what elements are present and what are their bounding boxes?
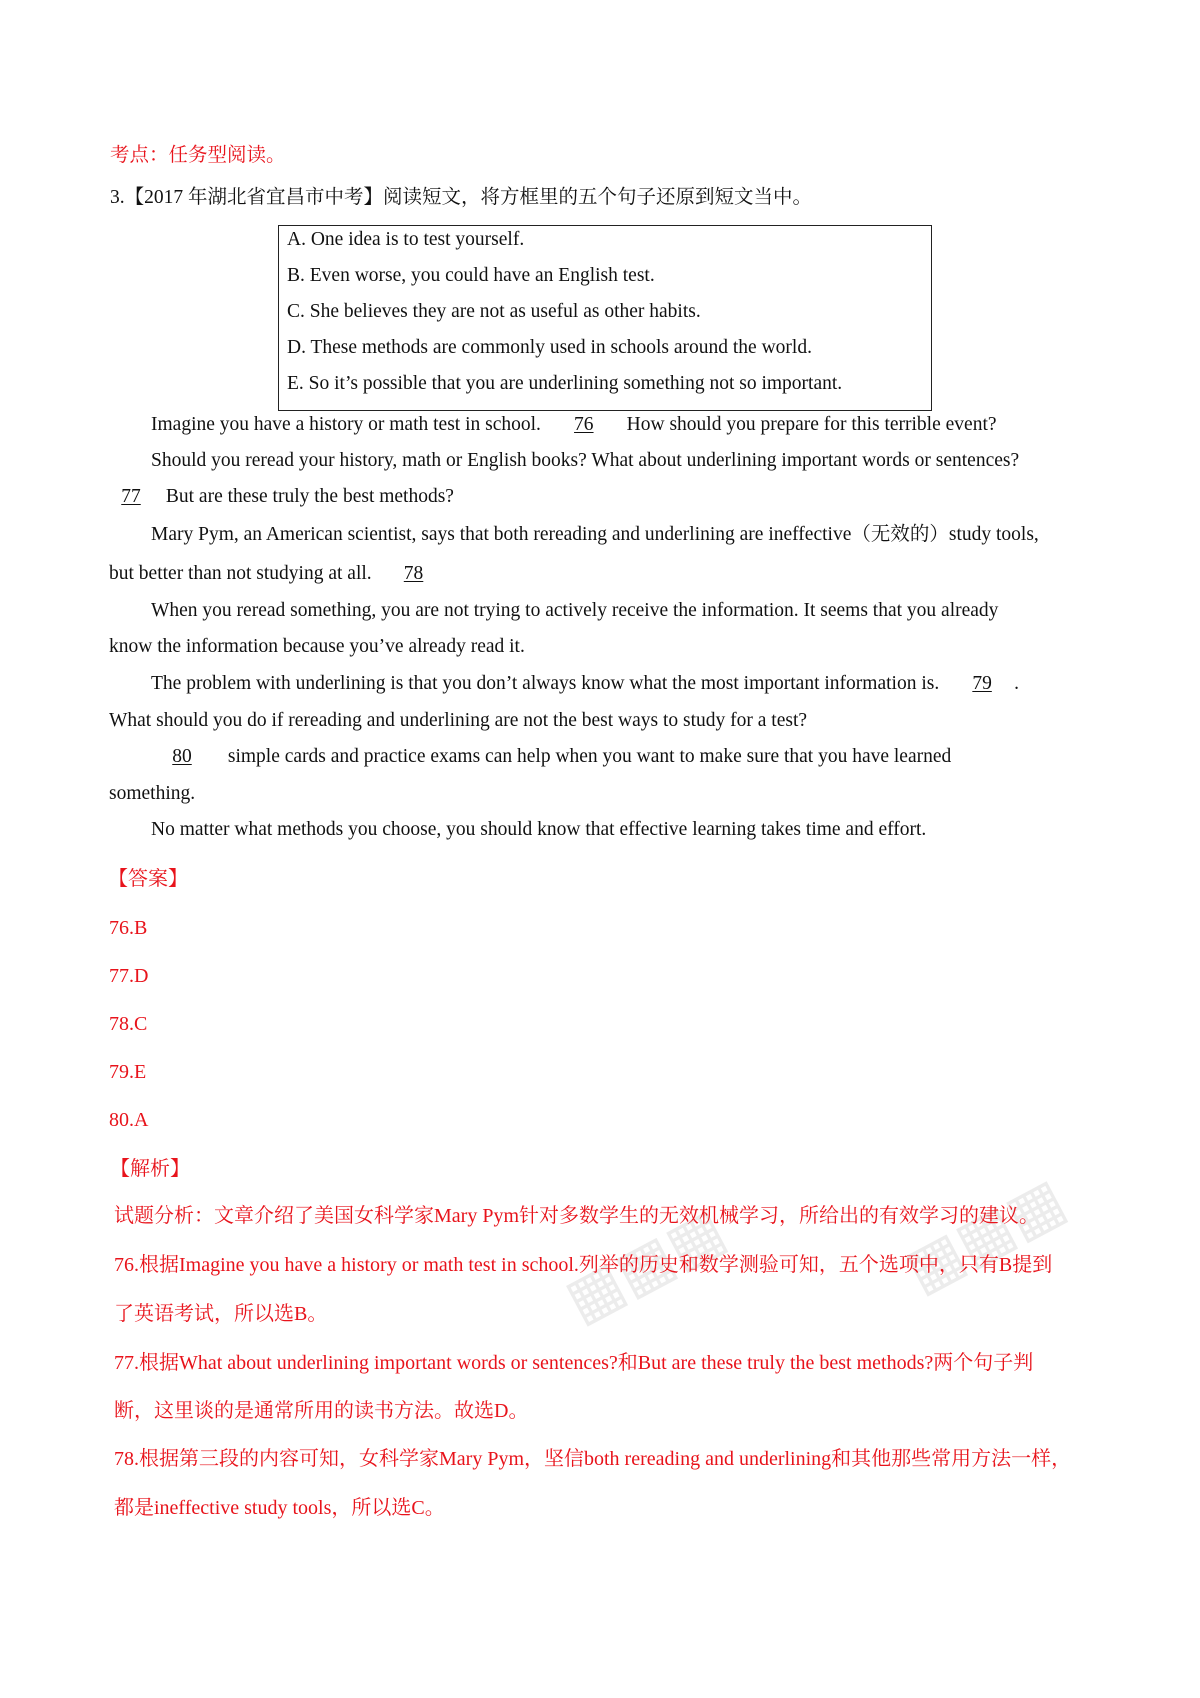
passage-line: The problem with underlining is that you don’t always know what the most important information is. 79 . (151, 673, 1019, 694)
answer-item: 78.C (109, 1013, 148, 1035)
answer-item: 77.D (109, 965, 149, 987)
answer-item: 79.E (109, 1061, 147, 1083)
option-b: B. Even worse, you could have an English test. (287, 265, 655, 286)
blank-79: 79 (972, 673, 992, 694)
passage-line: No matter what methods you choose, you should know that effective learning takes time and effort. (151, 819, 927, 840)
analysis-line: 试题分析：文章介绍了美国女科学家Mary Pym针对多数学生的无效机械学习，所给出的有效学习的建议。 (114, 1205, 1039, 1227)
passage-line: What should you do if rereading and underlining are not the best ways to study for a test? (109, 710, 808, 731)
analysis-line: 都是ineffective study tools，所以选C。 (114, 1497, 445, 1519)
watermark: ▦▦▦ (553, 1194, 737, 1336)
options-box (278, 225, 932, 411)
passage-line: but better than not studying at all. 78 (109, 562, 445, 586)
analysis-line: 76.根据Imagine you have a history or math test in school.列举的历史和数学测验可知，五个选项中，只有B提到 (114, 1254, 1053, 1276)
passage-line: Should you reread your history, math or English books? What about underlining important words or sentences? (151, 450, 1020, 471)
passage-line: When you reread something, you are not trying to actively receive the information. It seems that you already (151, 600, 999, 621)
option-e: E. So it’s possible that you are underlining something not so important. (287, 373, 843, 394)
analysis-line: 77.根据What about underlining important words or sentences?和But are these truly the best methods?两个句子判 (114, 1352, 1034, 1374)
exam-point: 考点：任务型阅读。 (110, 145, 286, 166)
passage-line: 77 But are these truly the best methods? (109, 485, 454, 509)
passage-line: 80 simple cards and practice exams can help when you want to make sure that you have learned (151, 745, 951, 769)
passage-line: know the information because you’ve already read it. (109, 636, 525, 657)
answer-heading: 【答案】 (108, 868, 188, 890)
analysis-heading: 【解析】 (110, 1158, 190, 1180)
question-heading: 3.【2017 年湖北省宜昌市中考】阅读短文，将方框里的五个句子还原到短文当中。 (110, 187, 813, 208)
answer-item: 76.B (109, 917, 148, 939)
analysis-line: 78.根据第三段的内容可知，女科学家Mary Pym，坚信both rereading and underlining和其他那些常用方法一样， (114, 1448, 1072, 1470)
analysis-line: 断，这里谈的是通常所用的读书方法。故选D。 (114, 1400, 529, 1422)
analysis-line: 了英语考试，所以选B。 (114, 1303, 328, 1325)
blank-77: 77 (121, 486, 141, 507)
passage-line: something. (109, 783, 196, 804)
blank-76: 76 (574, 414, 594, 435)
option-d: D. These methods are commonly used in schools around the world. (287, 337, 812, 358)
passage-line: Imagine you have a history or math test in school. 76 How should you prepare for this terrible event? (151, 414, 997, 435)
blank-80: 80 (172, 746, 192, 767)
option-a: A. One idea is to test yourself. (287, 229, 525, 250)
passage-line: Mary Pym, an American scientist, says that both rereading and underlining are ineffective（无效的）study tools, (151, 524, 1039, 545)
watermark: ▦▦▦ (893, 1164, 1077, 1306)
option-c: C. She believes they are not as useful as other habits. (287, 301, 701, 322)
blank-78: 78 (403, 563, 424, 584)
answer-item: 80.A (109, 1109, 149, 1131)
